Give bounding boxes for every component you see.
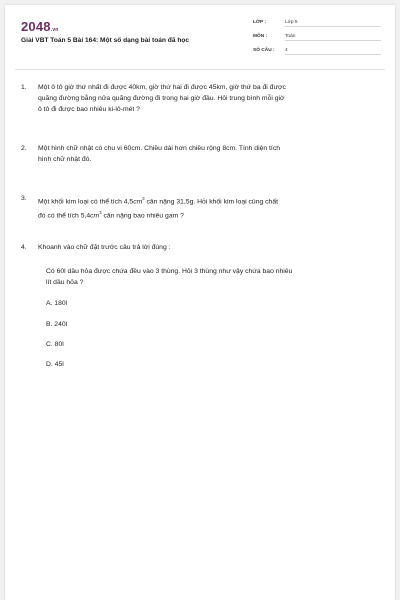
text-fragment: đó có thể tích 5,4	[38, 212, 91, 220]
text-fragment: Một khối kim loại có thể tích 4,5	[38, 198, 134, 206]
question-prompt: Khoanh vào chữ đặt trước câu trả lời đúng :	[38, 244, 171, 251]
question-text-line: quãng đường bằng nửa quãng đường đi trong hai giờ đầu. Hỏi trung bình mỗi giờ	[38, 94, 285, 102]
question-text-line: Một hình chữ nhật có chu vi 60cm. Chiều dài hơn chiều rộng 8cm. Tính diện tích	[38, 145, 280, 152]
meta-key: SỐ CÂU :	[253, 48, 275, 53]
question-4-stem	[46, 267, 376, 289]
question-text-line: hình chữ nhật đó.	[38, 155, 92, 163]
text-fragment: cân nặng 31,5g. Hỏi khối kim loại cùng chất	[144, 198, 278, 206]
option-a[interactable]: A. 180l	[46, 300, 68, 307]
unit-cm: cm	[133, 198, 143, 206]
unit-exponent: 3	[142, 196, 145, 201]
meta-value: Lớp 5	[285, 20, 381, 27]
meta-key: MÔN :	[253, 34, 268, 39]
logo-suffix: .vn	[50, 27, 59, 33]
question-number: 3.	[21, 195, 27, 202]
option-d[interactable]: D. 45l	[46, 361, 64, 368]
question-text-line: ô tô đi được bao nhiêu ki-lô-mét ?	[38, 105, 140, 113]
unit-cm: cm	[90, 212, 100, 220]
unit-exponent: 3	[99, 210, 102, 216]
question-text-line: Một ô tô giờ thứ nhất đi được 40km, giờ thứ hai đi được 45km, giờ thứ ba đi được	[38, 84, 286, 91]
question-number: 1.	[21, 84, 27, 91]
site-logo[interactable]	[21, 19, 59, 34]
page-title: Giải VBT Toán 5 Bài 164: Một số dạng bài toán đã học	[21, 37, 190, 44]
worksheet-page	[5, 5, 395, 600]
question-number: 4.	[21, 244, 27, 251]
option-b[interactable]: B. 240l	[46, 321, 68, 328]
meta-key: LỚP :	[253, 20, 267, 25]
meta-value: Toán	[285, 34, 381, 41]
question-text-line	[38, 208, 381, 222]
text-fragment: cân nặng bao nhiêu gam ?	[101, 212, 184, 220]
question-text-line: Có 60l dầu hỏa được chứa đều vào 3 thùng. Hỏi 3 thùng như vậy chứa bao nhiêu	[46, 268, 293, 275]
question-number: 2.	[21, 145, 27, 152]
option-c[interactable]: C. 80l	[46, 341, 64, 348]
header-divider	[15, 69, 385, 70]
logo-main: 2048	[21, 19, 51, 34]
meta-value: 4	[285, 48, 381, 55]
question-text-line: lít dầu hỏa ?	[46, 278, 84, 286]
question-text-line	[38, 194, 381, 208]
